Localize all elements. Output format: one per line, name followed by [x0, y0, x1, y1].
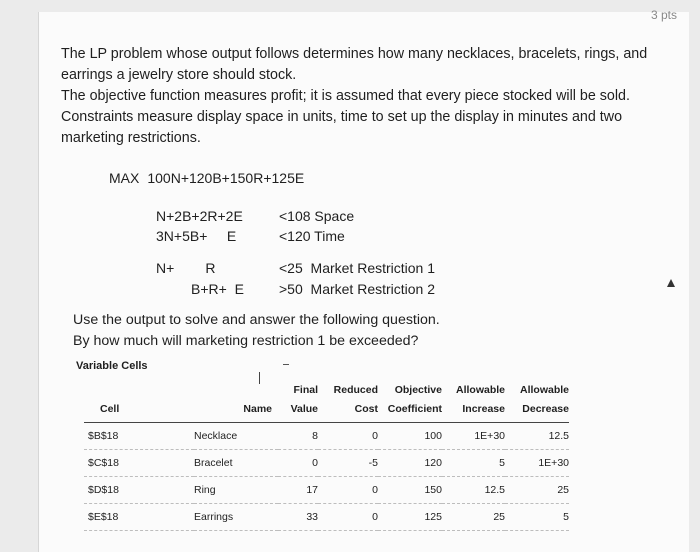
- header-increase: Increase: [442, 396, 505, 423]
- question-line-1: Use the output to solve and answer the following question.: [73, 312, 440, 328]
- cell-address: $C$18: [84, 450, 194, 477]
- constraint-3-lhs: N+ R: [156, 260, 216, 276]
- cell-allowable-decrease: 25: [505, 477, 569, 504]
- cell-final-value: 33: [278, 504, 318, 531]
- header-top-allowable-inc: Allowable: [455, 383, 505, 396]
- variable-cells-table: [84, 383, 569, 531]
- cell-final-value: 0: [278, 450, 318, 477]
- cell-name: Necklace: [194, 423, 278, 450]
- header-top-reduced: Reduced: [333, 383, 378, 396]
- constraint-2-lhs: 3N+5B+ E: [156, 228, 237, 244]
- constraint-3-rhs: <25 Market Restriction 1: [279, 260, 436, 276]
- constraint-4-lhs: B+R+ E: [191, 281, 244, 297]
- cell-name: Bracelet: [194, 450, 278, 477]
- objective-function: [109, 170, 312, 186]
- problem-statement: [61, 44, 681, 149]
- constraint-1-rhs: <108 Space: [279, 208, 355, 224]
- constraint-1-lhs: N+2B+2R+2E: [156, 208, 243, 224]
- header-decrease: Decrease: [505, 396, 569, 423]
- cell-allowable-increase: 25: [442, 504, 505, 531]
- cell-address: $B$18: [84, 423, 194, 450]
- cell-allowable-increase: 5: [442, 450, 505, 477]
- cell-allowable-increase: 1E+30: [442, 423, 505, 450]
- cell-reduced-cost: 0: [318, 477, 378, 504]
- cell-name: Earrings: [194, 504, 278, 531]
- max-label: MAX: [109, 170, 140, 186]
- question-page: [38, 8, 689, 552]
- points-label: 3 pts: [650, 8, 677, 22]
- table-header-top: [84, 383, 569, 396]
- problem-paragraph-1: The LP problem whose output follows determines how many necklaces, bracelets, rings, and earrings a jewelry store should stock.: [61, 46, 648, 83]
- table-row: [84, 477, 569, 504]
- cell-address: $E$18: [84, 504, 194, 531]
- cell-final-value: 17: [278, 477, 318, 504]
- header-cell: Cell: [84, 396, 194, 423]
- objective-expression: 100N+120B+150R+125E: [147, 170, 305, 186]
- cell-allowable-increase: 12.5: [442, 477, 505, 504]
- cell-objective-coefficient: 150: [378, 477, 442, 504]
- cell-final-value: 8: [278, 423, 318, 450]
- header-top-name: [194, 383, 278, 396]
- header-top-allowable-dec: Allowable: [519, 383, 569, 396]
- table-row: [84, 504, 569, 531]
- cell-reduced-cost: 0: [318, 423, 378, 450]
- constraint-4-rhs: >50 Market Restriction 2: [279, 281, 436, 297]
- cell-objective-coefficient: 120: [378, 450, 442, 477]
- header-top-objective: Objective: [394, 383, 442, 396]
- constraint-2-rhs: <120 Time: [279, 228, 345, 244]
- table-header-bottom: [84, 396, 569, 423]
- variable-cells-title: Variable Cells: [76, 360, 148, 372]
- table-row: [84, 423, 569, 450]
- cell-address: $D$18: [84, 477, 194, 504]
- question-line-2: By how much will marketing restriction 1 be exceeded?: [73, 333, 419, 349]
- header-cost: Cost: [318, 396, 378, 423]
- mouse-cursor-icon: [667, 279, 675, 287]
- header-value: Value: [278, 396, 318, 423]
- problem-paragraph-2: The objective function measures profit; it is assumed that every piece stocked will be sold. Constraints measure display space in units, time to set up the display in minutes and two marketing restrictions.: [61, 88, 630, 146]
- cell-allowable-decrease: 1E+30: [505, 450, 569, 477]
- header-top-final: Final: [293, 383, 318, 396]
- cell-name: Ring: [194, 477, 278, 504]
- cell-allowable-decrease: 12.5: [505, 423, 569, 450]
- table-row: [84, 450, 569, 477]
- header-coefficient: Coefficient: [378, 396, 442, 423]
- cell-objective-coefficient: 100: [378, 423, 442, 450]
- cell-reduced-cost: -5: [318, 450, 378, 477]
- header-top-cell: [84, 383, 194, 396]
- cell-allowable-decrease: 5: [505, 504, 569, 531]
- cell-reduced-cost: 0: [318, 504, 378, 531]
- cell-objective-coefficient: 125: [378, 504, 442, 531]
- question-text: [73, 310, 440, 352]
- stray-dash: [283, 364, 289, 365]
- header-name: Name: [194, 396, 278, 423]
